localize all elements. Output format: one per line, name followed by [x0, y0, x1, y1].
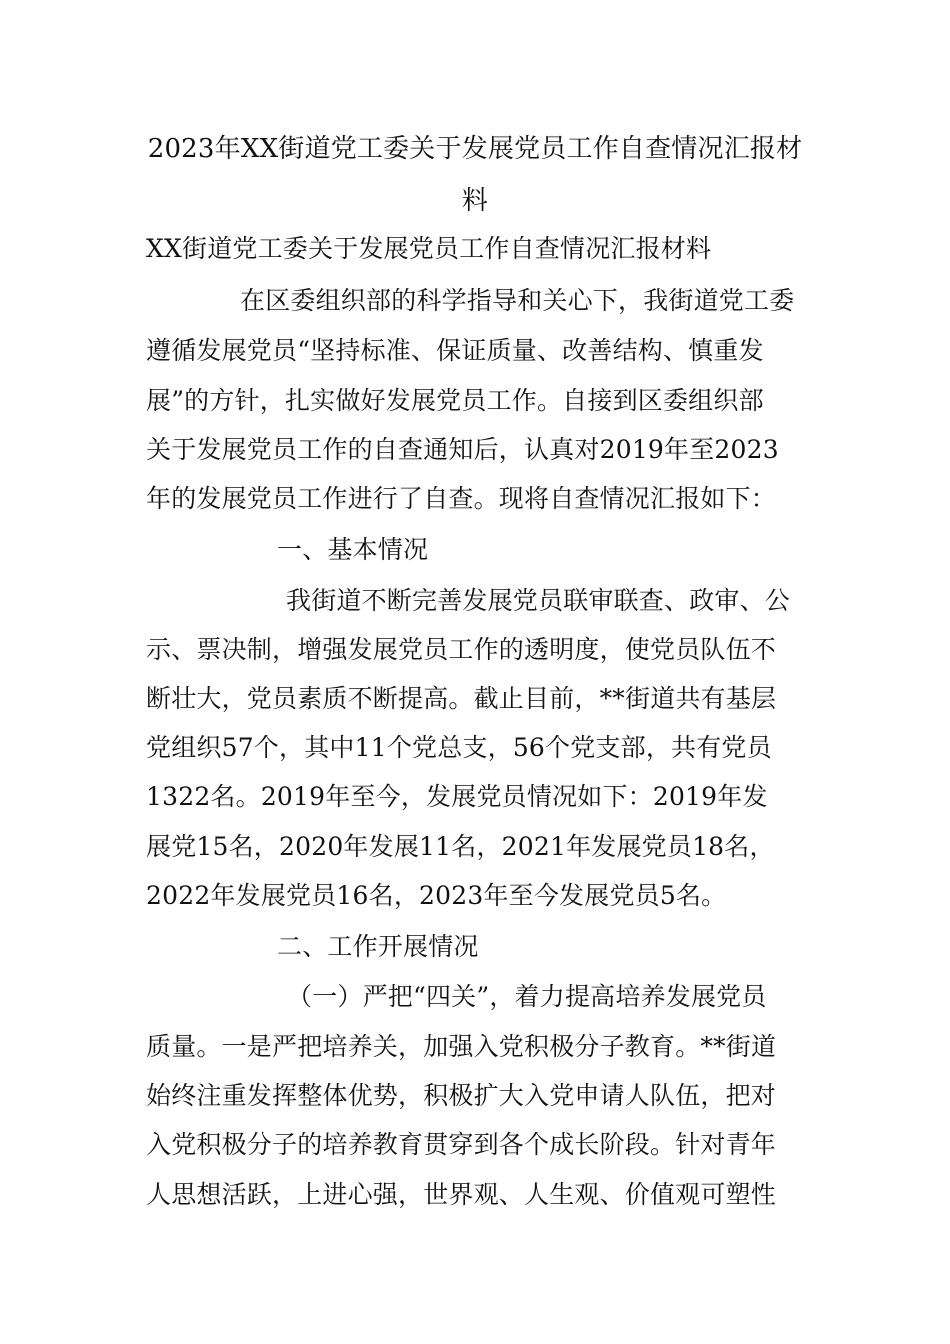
document-subtitle: XX街道党工委关于发展党员工作自查情况汇报材料 — [146, 234, 712, 263]
section-heading: 二、工作开展情况 — [277, 932, 479, 961]
paragraph-line: 2022年发展党员16名，2023年至今发展党员5名。 — [146, 881, 727, 910]
paragraph-line: 示、票决制，增强发展党员工作的透明度，使党员队伍不 — [146, 635, 777, 664]
paragraph-line: 党组织57个，其中11个党总支，56个党支部，共有党员 — [146, 733, 772, 762]
paragraph-line: 始终注重发挥整体优势，积极扩大入党申请人队伍，把对 — [146, 1081, 777, 1110]
paragraph-line: 在区委组织部的科学指导和关心下，我街道党工委 — [240, 286, 795, 315]
paragraph-line: （一）严把“四关”，着力提高培养发展党员 — [287, 982, 767, 1011]
paragraph-line: 遵循发展党员“坚持标准、保证质量、改善结构、慎重发 — [146, 336, 764, 365]
paragraph-line: 关于发展党员工作的自查通知后，认真对2019年至2023 — [146, 435, 779, 464]
section-heading: 一、基本情况 — [277, 535, 429, 564]
paragraph-line: 断壮大，党员素质不断提高。截止目前，**街道共有基层 — [146, 684, 777, 713]
document-title-line-1: 2023年XX街道党工委关于发展党员工作自查情况汇报材 — [147, 134, 803, 164]
document-title-line-2: 料 — [461, 186, 489, 216]
paragraph-line: 人思想活跃，上进心强，世界观、人生观、价值观可塑性 — [146, 1180, 777, 1209]
paragraph-line: 入党积极分子的培养教育贯穿到各个成长阶段。针对青年 — [146, 1130, 777, 1159]
paragraph-line: 年的发展党员工作进行了自查。现将自查情况汇报如下： — [146, 484, 777, 513]
paragraph-line: 展党15名，2020年发展11名，2021年发展党员18名， — [146, 832, 775, 861]
paragraph-line: 我街道不断完善发展党员联审联查、政审、公 — [286, 586, 791, 615]
paragraph-line: 质量。一是严把培养关，加强入党积极分子教育。**街道 — [146, 1032, 777, 1061]
paragraph-line: 1322名。2019年至今，发展党员情况如下：2019年发 — [146, 782, 768, 811]
paragraph-line: 展”的方针，扎实做好发展党员工作。自接到区委组织部 — [146, 386, 764, 415]
